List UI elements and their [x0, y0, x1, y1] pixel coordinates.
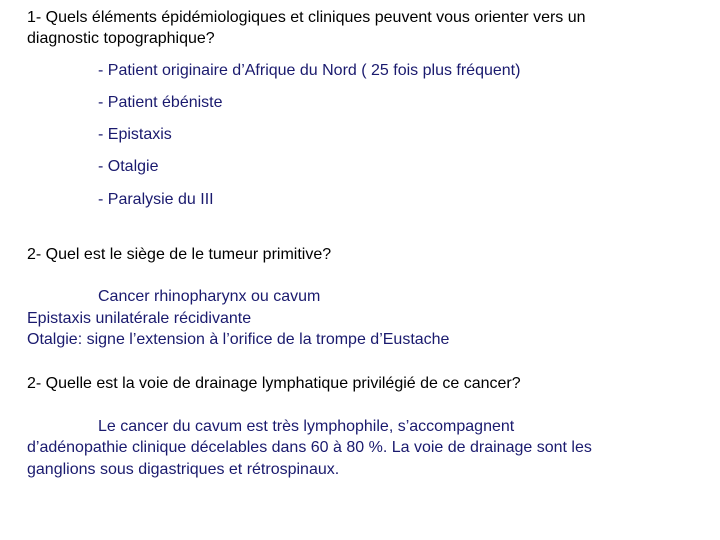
question-2-detail: Epistaxis unilatérale récidivante: [27, 310, 252, 327]
question-3-answer-line-3: ganglions sous digastriques et rétrospinaux.: [27, 461, 340, 478]
question-1-item: - Patient ébéniste: [98, 94, 223, 111]
question-1-item: - Otalgie: [98, 158, 159, 175]
question-2-title: 2- Quel est le siège de le tumeur primitive?: [27, 246, 332, 263]
question-2-detail: Otalgie: signe l’extension à l’orifice de la trompe d’Eustache: [27, 331, 450, 348]
question-3-answer-line-1: Le cancer du cavum est très lymphophile, s’accompagnent: [98, 418, 515, 435]
question-2-answer: Cancer rhinopharynx ou cavum: [98, 288, 321, 305]
question-1-title-line-1: 1- Quels éléments épidémiologiques et cliniques peuvent vous orienter vers un: [27, 9, 586, 26]
question-3-answer-line-2: d’adénopathie clinique décelables dans 60 à 80 %. La voie de drainage sont les: [27, 439, 592, 456]
question-1-item: - Patient originaire d’Afrique du Nord ( 25 fois plus fréquent): [98, 62, 521, 79]
question-1-item: - Epistaxis: [98, 126, 172, 143]
question-1-title-line-2: diagnostic topographique?: [27, 30, 215, 47]
question-3-title: 2- Quelle est la voie de drainage lymphatique privilégié de ce cancer?: [27, 375, 521, 392]
question-1-item: - Paralysie du III: [98, 191, 214, 208]
